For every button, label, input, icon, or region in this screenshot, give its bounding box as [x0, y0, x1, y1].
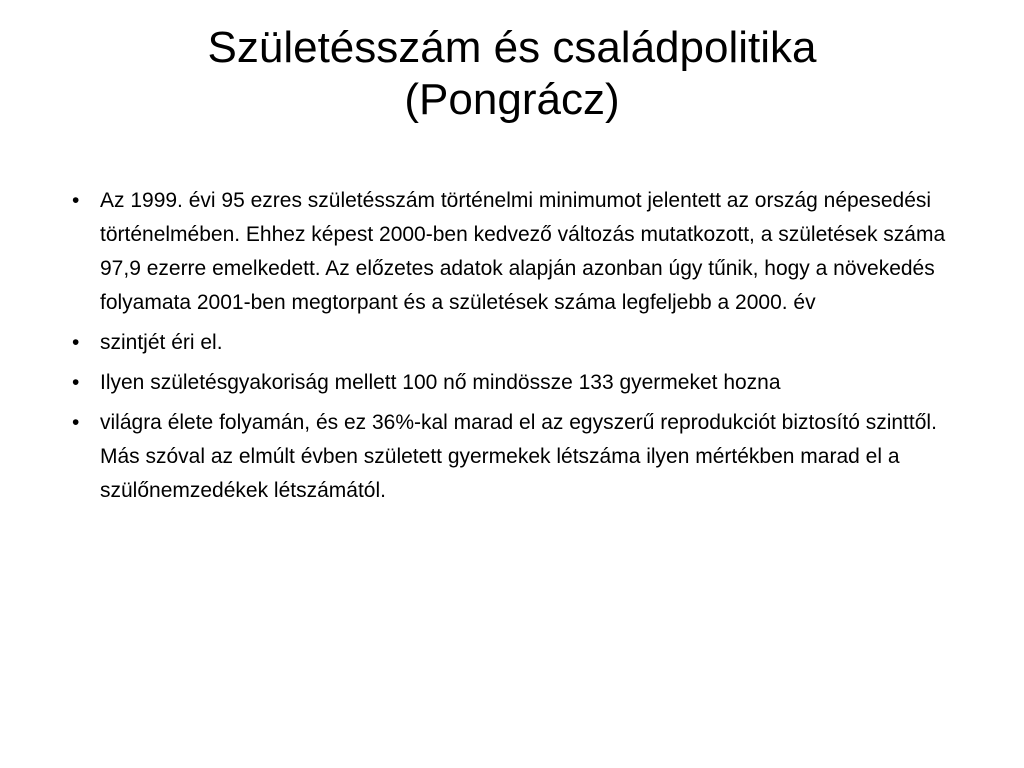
bullet-item-4	[72, 406, 952, 508]
slide-title-line-2: (Pongrácz)	[404, 75, 620, 124]
bullet-icon: •	[72, 331, 80, 354]
bullet-item-2	[72, 326, 952, 360]
slide-title-line-1: Születésszám és családpolitika	[207, 23, 817, 72]
bullet-item-1	[72, 184, 952, 320]
bullet-icon: •	[72, 411, 80, 434]
bullet-text-4: világra élete folyamán, és ez 36%-kal marad el az egyszerű reprodukciót biztosító szinttől. Más szóval az elmúlt évben született gyermekek létszáma ilyen mértékben marad el a szülőnemzedékek létszámától.	[100, 411, 937, 502]
bullet-icon: •	[72, 371, 80, 394]
bullet-item-3	[72, 366, 952, 400]
bullet-list	[72, 184, 952, 514]
bullet-text-2: szintjét éri el.	[100, 331, 223, 354]
bullet-text-1: Az 1999. évi 95 ezres születésszám történelmi minimumot jelentett az ország népesedési történelmében. Ehhez képest 2000-ben kedvező változás mutatkozott, a születések száma 97,9 ezerre emelkedett. Az előzetes adatok alapján azonban úgy tűnik, hogy a növekedés folyamata 2001-ben megtorpant és a születések száma legfeljebb a 2000. év	[100, 189, 946, 314]
bullet-text-3: Ilyen születésgyakoriság mellett 100 nő mindössze 133 gyermeket hozna	[100, 371, 781, 394]
bullet-icon: •	[72, 189, 80, 212]
slide-title	[60, 22, 964, 126]
